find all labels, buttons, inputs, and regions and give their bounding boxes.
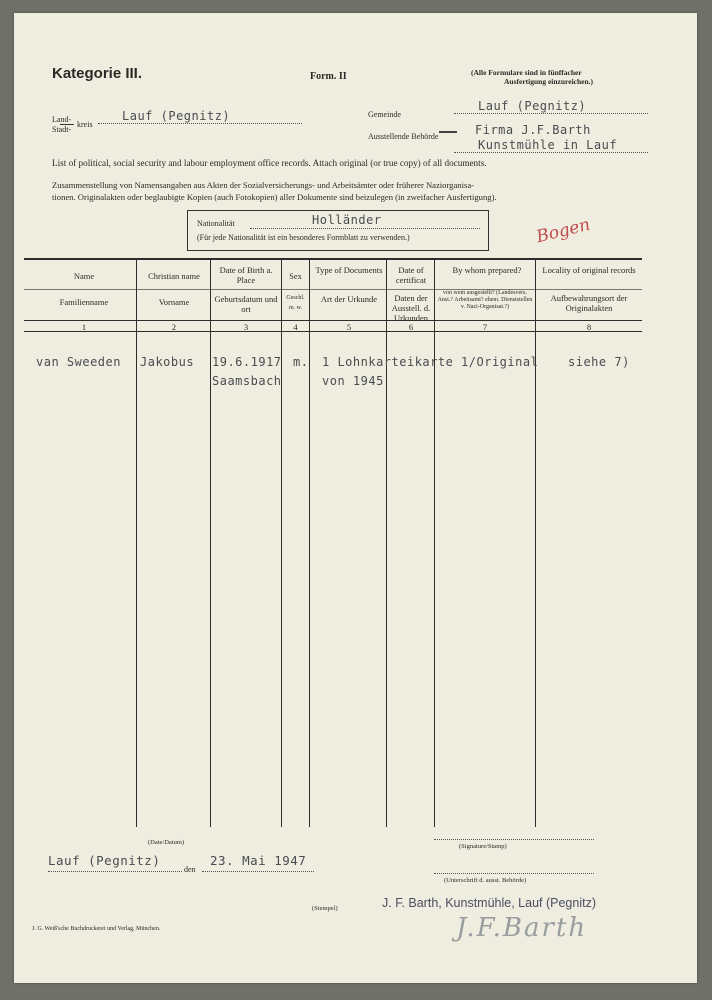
stempel-label: (Stempel) — [312, 905, 338, 912]
submission-note-line2: Ausfertigung einzureichen.) — [504, 77, 594, 86]
document-page — [14, 13, 697, 983]
col1-de: Familienname — [59, 297, 109, 307]
instructions-english: List of political, social security and labour employment office records. Attach original (or true copy) of all documents. — [52, 158, 487, 168]
nationality-note: (Für jede Nationalität ist ein besonderes Formblatt zu verwenden.) — [197, 233, 410, 242]
row-doc-type-line2: von 1945 — [322, 374, 384, 388]
col7-de: von wem ausgestellt? (Landesvers. Anst.? Arbeitsamt? ehem. Dienststellen v. Nazi-Organisat.?) — [437, 290, 533, 310]
col8-en: Locality of original records — [542, 265, 636, 275]
row-birth-place: Saamsbach — [212, 374, 282, 388]
instructions-german-line2: tionen. Originalakten oder beglaubigte Kopien (auch Fotokopien) aller Dokumente sind beizulegen (in zweifacher Ausfertigung). — [52, 192, 497, 202]
footer-date: 23. Mai 1947 — [210, 853, 307, 868]
footer-date-rule — [202, 871, 314, 872]
col4-num: 4 — [293, 322, 298, 332]
table-divider-de-num — [24, 320, 642, 321]
col-sep-7 — [535, 259, 536, 827]
col8-de: Aufbewahrungsort der Originalakten — [550, 293, 628, 313]
col1-num: 1 — [81, 322, 87, 332]
row-first-name: Jakobus — [140, 355, 195, 369]
col-sep-4 — [309, 259, 310, 827]
category-heading: Kategorie III. — [52, 65, 143, 82]
col3-de: Geburtsdatum und ort — [214, 294, 278, 314]
nationality-value: Holländer — [312, 213, 382, 227]
label-kreis: kreis — [77, 120, 93, 129]
nationality-box — [187, 210, 489, 251]
col2-en: Christian name — [148, 271, 200, 281]
footer-place-rule — [48, 871, 182, 872]
unterschrift-rule — [434, 873, 594, 874]
signature-stamp-label: (Signature/Stamp) — [459, 843, 507, 850]
col3-en: Date of Birth a. Place — [219, 265, 273, 285]
col8-num: 8 — [586, 322, 592, 332]
col4-de: Geschl. m. w. — [286, 295, 305, 311]
col6-de: Daten der Ausstell. d. Urkunden — [391, 293, 431, 323]
table-top-rule — [24, 258, 642, 260]
col5-de: Art der Urkunde — [320, 294, 378, 304]
col-sep-3 — [281, 259, 282, 827]
col1-en: Name — [73, 271, 95, 281]
col2-de: Vorname — [158, 297, 190, 307]
footer-den: den — [184, 865, 196, 874]
nationality-dotline — [250, 228, 480, 229]
col-sep-5 — [386, 259, 387, 827]
label-stadt: Stadt- — [52, 125, 72, 134]
col7-num: 7 — [482, 322, 488, 332]
nationality-label: Nationalität — [197, 219, 235, 228]
date-label: (Date/Datum) — [148, 839, 185, 846]
district-value: Lauf (Pegnitz) — [98, 109, 302, 124]
col2-num: 2 — [171, 322, 177, 332]
signature-rule-top — [434, 839, 594, 840]
handwritten-signature: J.F.Barth — [456, 913, 588, 943]
submission-note-line1: (Alle Formulare sind in fünffacher — [471, 68, 582, 77]
instructions-german-line1: Zusammenstellung von Namensangaben aus Akten der Sozialversicherungs- und Arbeitsämter oder früherer Naziorganisa- — [52, 180, 474, 190]
unterschrift-label: (Unterschrift d. ausst. Behörde) — [444, 877, 527, 884]
row-doc-type-line1: 1 Lohnkarteikarte 1/Original — [322, 355, 539, 369]
company-stamp: J. F. Barth, Kunstmühle, Lauf (Pegnitz) — [382, 896, 596, 910]
col7-en: By whom prepared? — [452, 265, 522, 275]
authority-strike — [439, 131, 457, 133]
table-divider-en-de — [24, 289, 642, 290]
col5-en: Type of Documents — [315, 265, 383, 275]
handwritten-annotation: Bogen — [534, 214, 593, 248]
form-number: Form. II — [310, 71, 347, 82]
row-birth-date: 19.6.1917 — [212, 355, 282, 369]
authority-label: Ausstellende Behörde — [368, 132, 439, 141]
row-sex: m. — [293, 355, 309, 369]
col-sep-1 — [136, 259, 137, 827]
municipality-label: Gemeinde — [368, 110, 401, 119]
col4-en: Sex — [289, 271, 302, 281]
printer-imprint: J. G. Weiß'sche Buchdruckerei und Verlag, München. — [32, 926, 161, 932]
col5-num: 5 — [346, 322, 352, 332]
col3-num: 3 — [243, 322, 249, 332]
authority-value-line2: Kunstmühle in Lauf — [454, 138, 648, 153]
authority-value-line1: Firma J.F.Barth — [475, 123, 591, 137]
col-sep-6 — [434, 259, 435, 827]
footer-place: Lauf (Pegnitz) — [48, 853, 161, 868]
label-land: Land- — [52, 115, 72, 124]
row-locality: siehe 7) — [568, 355, 630, 369]
municipality-value: Lauf (Pegnitz) — [454, 99, 648, 114]
col6-num: 6 — [408, 322, 414, 332]
col-sep-2 — [210, 259, 211, 827]
row-surname: van Sweeden — [36, 355, 121, 369]
col6-en: Date of certificat — [395, 265, 427, 285]
